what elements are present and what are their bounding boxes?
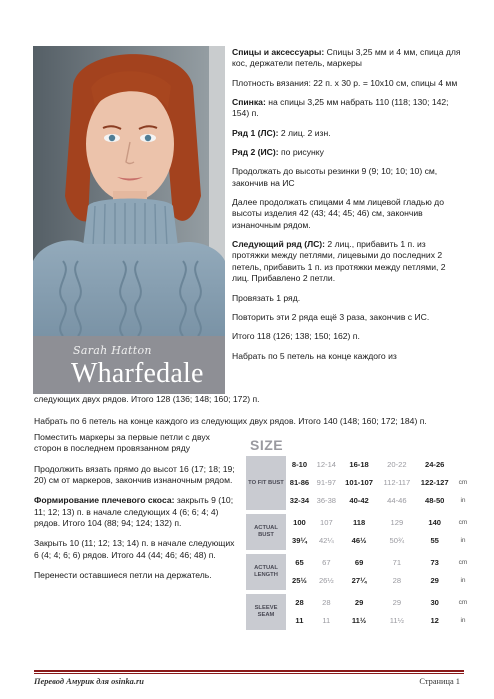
size-table-cell: 140 [428, 517, 442, 527]
size-row-label: SLEEVE SEAM [246, 594, 286, 630]
size-row-label: ACTUAL BUST [246, 514, 286, 550]
size-table-cell: 46½ [351, 535, 367, 545]
size-table-cell: 81-86 [289, 477, 310, 487]
size-table-cell: 16-18 [349, 459, 369, 469]
designer-name: Sarah Hatton [73, 344, 152, 357]
footer-credit: Перевод Амурик для osinka.ru [34, 677, 144, 686]
size-table-cell: 28 [322, 597, 331, 607]
paragraph-markers: Поместить маркеры за первые петли с двух сторон в последнем провязанном ряду [34, 432, 210, 454]
size-table-cell: 67 [322, 557, 331, 567]
size-table-cell: 32-34 [289, 495, 310, 505]
size-table-cell: 8-10 [291, 459, 308, 469]
size-unit: in [460, 496, 466, 504]
size-table-row [246, 554, 472, 572]
size-table-cell: 29 [392, 597, 402, 607]
paragraph-repeat: Повторить эти 2 ряда ещё 3 раза, закончив с ИС. [232, 311, 430, 322]
paragraph-total-118: Итого 118 (126; 138; 150; 162) п. [232, 331, 360, 342]
size-table-cell: 12 [430, 615, 439, 625]
size-table-cell: 129 [390, 517, 404, 527]
paragraph-cast-on-5: Набрать по 5 петель на конце каждого из [232, 350, 397, 361]
size-table-cell: 28 [392, 575, 402, 585]
size-unit: in [460, 576, 466, 584]
size-table-cell: 48-50 [424, 495, 445, 505]
model-photo [33, 46, 225, 336]
size-table-cell: 65 [295, 557, 304, 567]
paragraph-back: Спинка: на спицы 3,25 мм набрать 110 (118; 130; 142; 154) п. [232, 97, 449, 119]
paragraph-next-row: Следующий ряд (ЛС): 2 лиц., прибавить 1 п. из протяжки между петлями, лицевыми до последних 2 петель, прибавить 1 п. из протяжки между петлями, 2 лиц. Прибавлено 2 петли. [232, 239, 446, 284]
size-chart-title: SIZE [250, 437, 284, 453]
size-table-cell: 11 [295, 615, 304, 625]
paragraph-work-row: Провязать 1 ряд. [232, 292, 301, 303]
size-table-row [246, 594, 472, 612]
model-illustration [33, 46, 225, 336]
paragraph-cast-on-6: Набрать по 6 петель на конце каждого из следующих двух рядов. Итого 140 (148; 160; 172; 184) п. [34, 416, 427, 426]
size-table-cell: 24-26 [424, 459, 445, 469]
size-table-cell: 55 [430, 535, 439, 545]
size-table-cell: 50¾ [389, 535, 405, 545]
size-table-cell: 26½ [318, 575, 334, 585]
size-unit: cm [458, 518, 468, 526]
size-unit: cm [458, 598, 468, 606]
size-table-row [246, 514, 472, 532]
paragraph-shoulder: Формирование плечевого скоса: закрыть 9 (10; 11; 12; 13) п. в начале следующих 4 (6; 6; 4; 4) рядов. Итого 104 (88; 94; 124; 132) п. [34, 495, 234, 529]
size-table-cell: 11½ [351, 615, 367, 625]
size-row-label: TO FIT BUST [246, 456, 286, 510]
paragraph-continue: Продолжить вязать прямо до высот 16 (17; 18; 19; 20) см от маркеров, закончив изнаночным рядом. [34, 463, 235, 486]
pattern-title: Wharfedale [71, 358, 204, 389]
paragraph-row1: Ряд 1 (ЛС): 2 лиц. 2 изн. [232, 127, 331, 138]
page-number: Страница 1 [419, 677, 460, 686]
size-table-cell: 28 [295, 597, 304, 607]
pattern-caption-band [33, 336, 225, 394]
size-table-cell: 44-46 [387, 495, 407, 505]
size-table-cell: 118 [352, 517, 366, 527]
size-table-cell: 29 [354, 597, 364, 607]
size-table [246, 456, 472, 630]
size-unit: cm [458, 558, 468, 566]
size-unit [454, 456, 472, 474]
size-table-cell: 73 [430, 557, 439, 567]
left-column-text [34, 432, 238, 590]
size-table-cell: 30 [430, 597, 439, 607]
size-table-cell: 71 [392, 557, 402, 567]
paragraph-needles: Спицы и аксессуары: Спицы 3,25 мм и 4 мм, спица для кос, держатели петель, маркеры [232, 47, 461, 69]
size-table-cell: 69 [354, 557, 364, 567]
paragraph-rib: Продолжать до высоты резинки 9 (9; 10; 10; 10) см, закончив на ИС [232, 166, 438, 188]
size-chart [246, 434, 472, 625]
size-table-cell: 122-127 [420, 477, 449, 487]
size-table-cell: 20-22 [387, 459, 407, 469]
paragraph-stockinette: Далее продолжать спицами 4 мм лицевой гладью до высоты изделия 42 (43; 44; 45; 46) см, закончив изнаночным рядом. [232, 197, 444, 230]
size-table-cell: 29 [430, 575, 439, 585]
footer-rule-thin [34, 673, 464, 674]
paragraph-total-128: следующих двух рядов. Итого 128 (136; 148; 160; 172) п. [34, 394, 260, 404]
size-unit: cm [458, 478, 468, 486]
size-table-cell: 27¼ [351, 575, 367, 585]
size-table-cell: 42¼ [318, 535, 334, 545]
size-table-cell: 101-107 [345, 477, 373, 487]
paragraph-row2: Ряд 2 (ИС): по рисунку [232, 147, 324, 158]
paragraph-holder: Перенести оставшиеся петли на держатель. [34, 570, 212, 581]
size-table-cell: 100 [293, 517, 306, 527]
footer-rule [34, 670, 464, 672]
size-table-cell: 11 [322, 615, 331, 625]
size-row-label: ACTUAL LENGTH [246, 554, 286, 590]
size-table-cell: 25½ [292, 575, 307, 585]
size-table-cell: 39¼ [292, 535, 307, 545]
size-table-cell: 40-42 [349, 495, 369, 505]
size-table-cell: 11½ [389, 615, 404, 625]
paragraph-gauge: Плотность вязания: 22 п. х 30 р. = 10х10 см, спицы 4 мм [232, 77, 458, 88]
size-table-cell: 112-117 [383, 477, 411, 487]
paragraph-bind-off: Закрыть 10 (11; 12; 13; 14) п. в начале следующих 6 (4; 4; 6; 6) рядов. Итого 44 (44; 46; 46; 48) п. [34, 538, 235, 560]
size-table-cell: 12-14 [316, 459, 337, 469]
size-table-cell: 36-38 [316, 495, 337, 505]
size-table-row [246, 456, 472, 474]
right-column-text [232, 47, 464, 370]
size-unit: in [460, 616, 466, 624]
size-unit: in [460, 536, 466, 544]
size-table-cell: 107 [320, 517, 333, 527]
size-table-cell: 91-97 [316, 477, 337, 487]
